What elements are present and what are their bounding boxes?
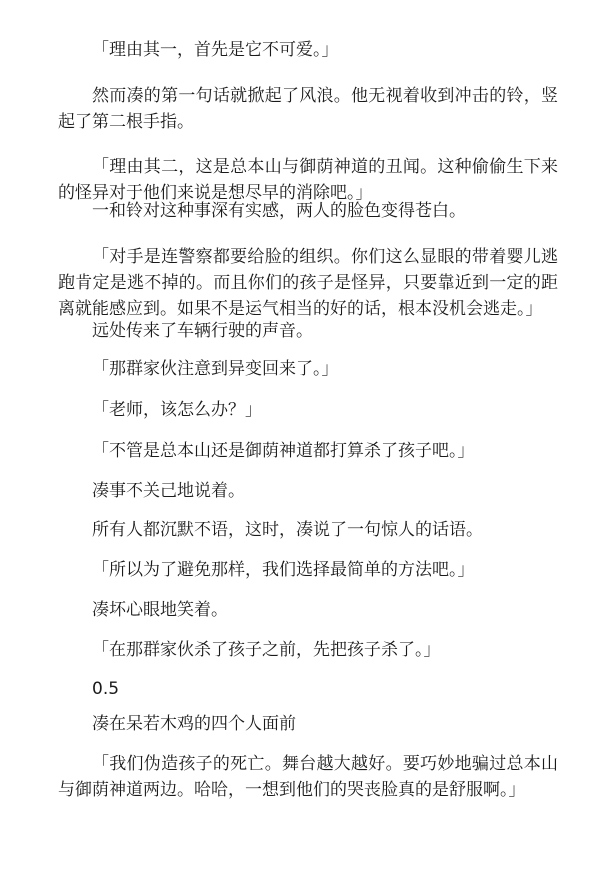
paragraph: 然而凑的第一句话就掀起了风浪。他无视着收到冲击的铃，竖起了第二根手指。 — [58, 86, 558, 132]
paragraph: 「所以为了避免那样，我们选择最简单的方法吧。」 — [92, 560, 475, 580]
paragraph: 「理由其一，首先是它不可爱。」 — [92, 40, 339, 60]
paragraph: 「我们伪造孩子的死亡。舞台越大越好。要巧妙地骗过总本山与御荫神道两边。哈哈，一想到他们的哭丧脸真的是舒服啊。」 — [58, 754, 558, 800]
paragraph: 「那群家伙注意到异变回来了。」 — [92, 359, 339, 379]
paragraph: 「理由其二，这是总本山与御荫神道的丑闻。这种偷偷生下来的怪异对于他们来说是想尽早的消除吧。」 — [58, 157, 558, 203]
paragraph: 「老师，该怎么办？」 — [92, 400, 262, 420]
paragraph: 所有人都沉默不语，这时，凑说了一句惊人的话语。 — [92, 520, 483, 540]
paragraph: 「在那群家伙杀了孩子之前，先把孩子杀了。」 — [92, 640, 441, 660]
paragraph: 凑事不关己地说着。 — [92, 481, 245, 501]
paragraph: 一和铃对这种事深有实感，两人的脸色变得苍白。 — [92, 201, 466, 221]
paragraph: 0.5 — [92, 679, 120, 699]
paragraph: 「不管是总本山还是御荫神道都打算杀了孩子吧。」 — [92, 441, 475, 461]
paragraph: 「对手是连警察都要给脸的组织。你们这么显眼的带着婴儿逃跑肯定是逃不掉的。而且你们的孩子是怪异，只要靠近到一定的距离就能感应到。如果不是运气相当的好的话，根本没机会逃走。」 — [58, 247, 558, 319]
paragraph: 凑坏心眼地笑着。 — [92, 600, 228, 620]
paragraph: 凑在呆若木鸡的四个人面前 — [92, 714, 296, 734]
paragraph: 远处传来了车辆行驶的声音。 — [92, 321, 313, 341]
